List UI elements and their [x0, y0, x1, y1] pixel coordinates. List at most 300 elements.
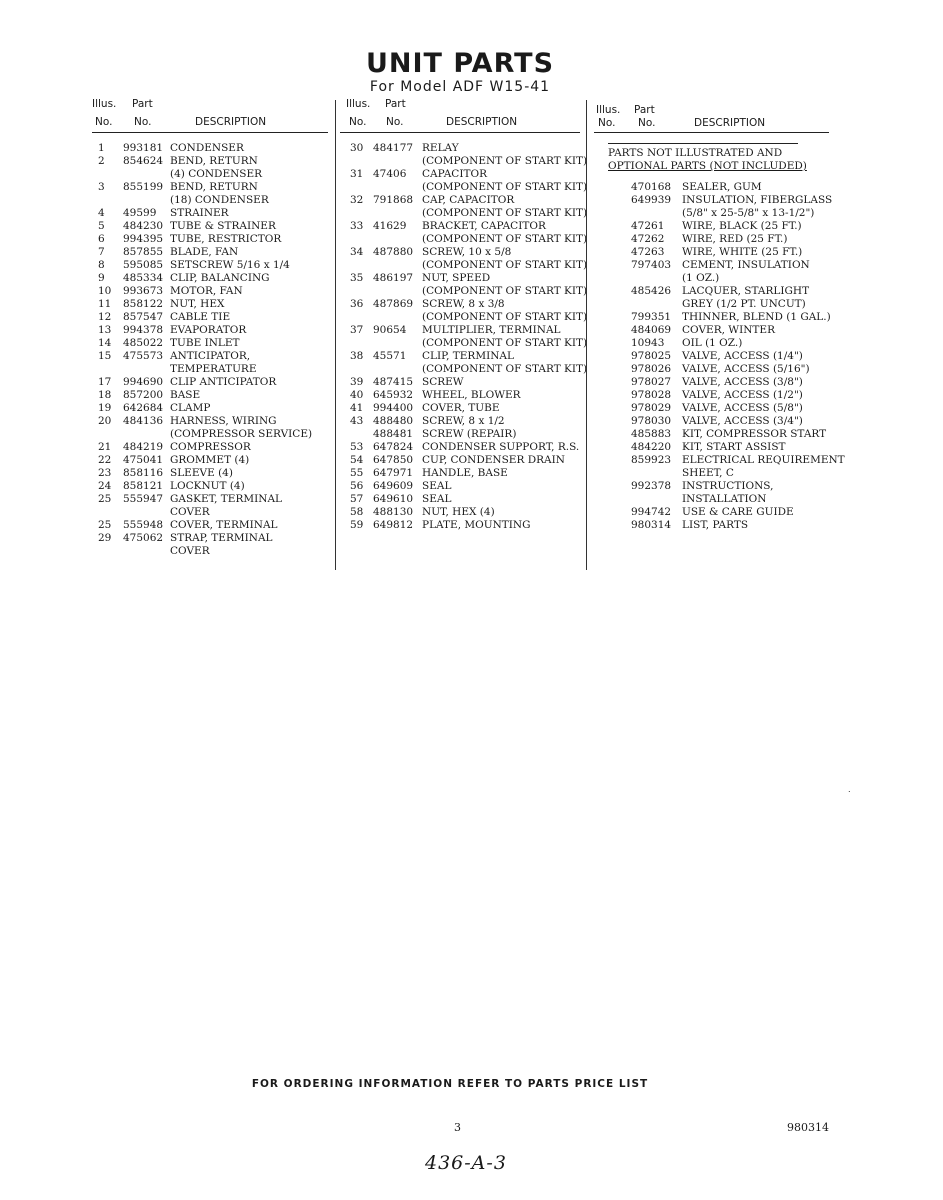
part-number: 475062: [123, 532, 164, 544]
description: GASKET, TERMINAL: [170, 493, 283, 505]
part-number: 993181: [123, 142, 164, 154]
table-row: [92, 402, 328, 415]
illus-number: 22: [98, 454, 112, 466]
table-row: [594, 272, 829, 285]
column-divider: [586, 100, 587, 570]
description: MULTIPLIER, TERMINAL: [422, 324, 561, 336]
description: (COMPONENT OF START KIT): [422, 363, 588, 375]
table-row: [92, 246, 328, 259]
table-row: [340, 441, 580, 454]
illus-number: 6: [98, 233, 105, 245]
description: CEMENT, INSULATION: [682, 259, 810, 271]
illus-number: 1: [98, 142, 105, 154]
illus-number: 34: [350, 246, 364, 258]
part-number: 857855: [123, 246, 164, 258]
description: MOTOR, FAN: [170, 285, 243, 297]
description: STRAINER: [170, 207, 229, 219]
description: SCREW, 8 x 1/2: [422, 415, 505, 427]
illus-number: 25: [98, 519, 112, 531]
description: WIRE, RED (25 FT.): [682, 233, 788, 245]
table-row: [340, 428, 580, 441]
illus-number: 24: [98, 480, 112, 492]
table-row: [340, 454, 580, 467]
part-number: 994690: [123, 376, 164, 388]
description: EVAPORATOR: [170, 324, 247, 336]
part-number: 980314: [631, 519, 672, 531]
description: (4) CONDENSER: [170, 168, 263, 180]
table-row: [594, 402, 829, 415]
table-row: [340, 272, 580, 285]
description: WIRE, WHITE (25 FT.): [682, 246, 803, 258]
description: (COMPONENT OF START KIT): [422, 207, 588, 219]
illus-number: 54: [350, 454, 364, 466]
description: USE & CARE GUIDE: [682, 506, 794, 518]
part-number: 994378: [123, 324, 164, 336]
table-row: [594, 454, 845, 467]
illus-number: 13: [98, 324, 112, 336]
part-number: 475573: [123, 350, 164, 362]
part-number: 642684: [123, 402, 164, 414]
description: KIT, START ASSIST: [682, 441, 786, 453]
table-row: [92, 441, 328, 454]
table-row: [340, 389, 580, 402]
table-row: [594, 441, 829, 454]
table-row: [92, 168, 328, 181]
part-number: 486197: [373, 272, 414, 284]
part-number: 978027: [631, 376, 672, 388]
description: SETSCREW 5/16 x 1/4: [170, 259, 290, 271]
description: CUP, CONDENSER DRAIN: [422, 454, 565, 466]
description: SHEET, C: [682, 467, 734, 479]
table-row: [92, 532, 328, 545]
part-number: 488480: [373, 415, 414, 427]
header-description: DESCRIPTION: [195, 116, 267, 128]
description: (COMPONENT OF START KIT): [422, 233, 588, 245]
part-number: 484219: [123, 441, 164, 453]
part-number: 858116: [123, 467, 164, 479]
table-row: [92, 311, 328, 324]
illus-number: 59: [350, 519, 364, 531]
table-row: [340, 480, 580, 493]
table-row: [340, 415, 580, 428]
description: (COMPONENT OF START KIT): [422, 155, 588, 167]
part-number: 484230: [123, 220, 164, 232]
illus-number: 58: [350, 506, 364, 518]
part-number: 854624: [123, 155, 164, 167]
table-row: [594, 233, 829, 246]
table-row: [594, 428, 829, 441]
table-row: [594, 246, 829, 259]
table-row: [340, 142, 580, 155]
table-row: [594, 181, 829, 194]
column-divider: [335, 100, 336, 570]
table-row: [340, 402, 580, 415]
description: GREY (1/2 PT. UNCUT): [682, 298, 806, 310]
table-row: [92, 480, 328, 493]
part-number: 487880: [373, 246, 414, 258]
part-number: 978030: [631, 415, 672, 427]
table-row: [340, 467, 580, 480]
table-row: [340, 207, 588, 220]
part-number: 799351: [631, 311, 672, 323]
part-number: 485334: [123, 272, 164, 284]
header-description: DESCRIPTION: [446, 116, 518, 128]
illus-number: 2: [98, 155, 105, 167]
description: (COMPONENT OF START KIT): [422, 259, 588, 271]
illus-number: 15: [98, 350, 112, 362]
part-number: 487415: [373, 376, 414, 388]
table-row: [340, 376, 580, 389]
illus-number: 32: [350, 194, 364, 206]
illus-number: 31: [350, 168, 364, 180]
part-number: 47262: [631, 233, 665, 245]
illus-number: 10: [98, 285, 112, 297]
column-header: [92, 98, 328, 133]
table-row: [594, 376, 829, 389]
part-number: 488481: [373, 428, 414, 440]
description: VALVE, ACCESS (3/8"): [682, 376, 803, 388]
description: COMPRESSOR: [170, 441, 251, 453]
description: COVER: [170, 506, 210, 518]
illus-number: 29: [98, 532, 112, 544]
part-number: 978026: [631, 363, 672, 375]
parts-list: [92, 142, 328, 558]
part-number: 858121: [123, 480, 164, 492]
table-row: [92, 298, 328, 311]
description: CAP, CAPACITOR: [422, 194, 515, 206]
header-part: Part: [385, 98, 406, 110]
optional-parts-list: [594, 181, 845, 532]
part-number: 855199: [123, 181, 164, 193]
header-part: Part: [132, 98, 153, 110]
part-number: 595085: [123, 259, 164, 271]
illus-number: 40: [350, 389, 364, 401]
table-row: [594, 350, 829, 363]
table-row: [594, 194, 833, 207]
table-row: [92, 272, 328, 285]
description: CABLE TIE: [170, 311, 231, 323]
description: COVER, TERMINAL: [170, 519, 278, 531]
note-line-2: OPTIONAL PARTS (NOT INCLUDED): [608, 160, 807, 172]
page-number: 3: [454, 1121, 461, 1134]
part-number: 649609: [373, 480, 414, 492]
description: WHEEL, BLOWER: [422, 389, 521, 401]
header-no: No.: [598, 117, 616, 129]
description: (COMPONENT OF START KIT): [422, 311, 588, 323]
illus-number: 14: [98, 337, 112, 349]
part-number: 859923: [631, 454, 672, 466]
table-row: [594, 519, 829, 532]
table-row: [92, 428, 328, 441]
description: PLATE, MOUNTING: [422, 519, 531, 531]
part-number: 791868: [373, 194, 414, 206]
description: NUT, HEX: [170, 298, 225, 310]
description: SCREW, 8 x 3/8: [422, 298, 505, 310]
parts-column-2: [340, 98, 588, 532]
table-row: [340, 194, 580, 207]
part-number: 647971: [373, 467, 414, 479]
description: BEND, RETURN: [170, 181, 258, 193]
description: LIST, PARTS: [682, 519, 749, 531]
table-row: [92, 363, 328, 376]
table-row: [92, 207, 328, 220]
part-number: 978025: [631, 350, 672, 362]
table-row: [92, 220, 328, 233]
description: VALVE, ACCESS (5/8"): [682, 402, 803, 414]
table-row: [92, 155, 328, 168]
table-row: [92, 376, 328, 389]
part-number: 649939: [631, 194, 672, 206]
table-row: [92, 259, 328, 272]
parts-column-3: [594, 98, 845, 532]
table-row: [340, 168, 580, 181]
description: (18) CONDENSER: [170, 194, 269, 206]
description: LOCKNUT (4): [170, 480, 245, 492]
part-number: 555948: [123, 519, 164, 531]
description: STRAP, TERMINAL: [170, 532, 273, 544]
description: BASE: [170, 389, 201, 401]
description: CONDENSER: [170, 142, 244, 154]
parts-column-1: [92, 98, 328, 558]
table-row: [594, 415, 829, 428]
description: SCREW (REPAIR): [422, 428, 517, 440]
table-row: [340, 181, 588, 194]
description: TUBE, RESTRICTOR: [170, 233, 282, 245]
description: SCREW, 10 x 5/8: [422, 246, 512, 258]
part-number: 555947: [123, 493, 164, 505]
description: HANDLE, BASE: [422, 467, 508, 479]
document-number: 980314: [787, 1121, 829, 1134]
illus-number: 17: [98, 376, 112, 388]
table-row: [340, 246, 580, 259]
table-row: [92, 285, 328, 298]
part-number: 649610: [373, 493, 414, 505]
table-row: [92, 389, 328, 402]
part-number: 488130: [373, 506, 414, 518]
table-row: [340, 363, 588, 376]
table-row: [340, 298, 580, 311]
part-number: 45571: [373, 350, 407, 362]
part-number: 857547: [123, 311, 164, 323]
illus-number: 36: [350, 298, 364, 310]
description: INSTALLATION: [682, 493, 767, 505]
page-title: UNIT PARTS: [365, 48, 555, 79]
table-row: [92, 337, 328, 350]
description: VALVE, ACCESS (1/2"): [682, 389, 803, 401]
table-row: [594, 506, 829, 519]
table-row: [340, 519, 580, 532]
description: VALVE, ACCESS (1/4"): [682, 350, 803, 362]
description: COVER, TUBE: [422, 402, 500, 414]
illus-number: 9: [98, 272, 105, 284]
header-illus: Illus.: [346, 98, 371, 110]
table-row: [594, 467, 829, 480]
parts-list: [340, 142, 588, 532]
part-number: 90654: [373, 324, 407, 336]
illus-number: 38: [350, 350, 364, 362]
illus-number: 39: [350, 376, 364, 388]
description: (1 OZ.): [682, 272, 720, 284]
table-row: [92, 493, 328, 506]
illus-number: 43: [350, 415, 364, 427]
table-row: [340, 220, 580, 233]
table-row: [340, 259, 588, 272]
description: TEMPERATURE: [170, 363, 257, 375]
table-row: [594, 363, 829, 376]
header-illus: Illus.: [92, 98, 117, 110]
illus-number: 8: [98, 259, 105, 271]
part-number: 485883: [631, 428, 672, 440]
header-description: DESCRIPTION: [694, 117, 766, 129]
column-header: [594, 104, 829, 133]
illus-number: 57: [350, 493, 364, 505]
table-row: [92, 519, 328, 532]
description: VALVE, ACCESS (5/16"): [682, 363, 810, 375]
note-line-1: PARTS NOT ILLUSTRATED AND: [608, 147, 783, 159]
illus-number: 7: [98, 246, 105, 258]
part-number: 978029: [631, 402, 672, 414]
description: BLADE, FAN: [170, 246, 239, 258]
part-number: 475041: [123, 454, 164, 466]
description: LACQUER, STARLIGHT: [682, 285, 810, 297]
description: (COMPONENT OF START KIT): [422, 285, 588, 297]
part-number: 484136: [123, 415, 164, 427]
table-row: [92, 181, 328, 194]
description: SEALER, GUM: [682, 181, 762, 193]
description: WIRE, BLACK (25 FT.): [682, 220, 802, 232]
description: RELAY: [422, 142, 459, 154]
part-number: 47261: [631, 220, 665, 232]
illus-number: 35: [350, 272, 364, 284]
part-number: 484177: [373, 142, 414, 154]
table-row: [594, 298, 829, 311]
description: CLIP, BALANCING: [170, 272, 270, 284]
part-number: 645932: [373, 389, 414, 401]
header-no: No.: [349, 116, 367, 128]
table-row: [340, 311, 588, 324]
description: (COMPONENT OF START KIT): [422, 337, 588, 349]
part-number: 47406: [373, 168, 407, 180]
illus-number: 33: [350, 220, 364, 232]
part-number: 484069: [631, 324, 672, 336]
table-row: [92, 324, 328, 337]
part-number: 994400: [373, 402, 414, 414]
table-row: [340, 337, 588, 350]
header-part: Part: [634, 104, 655, 116]
description: NUT, SPEED: [422, 272, 491, 284]
table-row: [594, 285, 829, 298]
part-number: 993673: [123, 285, 164, 297]
part-number: 858122: [123, 298, 164, 310]
illus-number: 25: [98, 493, 112, 505]
illus-number: 55: [350, 467, 364, 479]
part-number: 797403: [631, 259, 672, 271]
optional-parts-heading: [608, 143, 807, 173]
description: INSTRUCTIONS,: [682, 480, 774, 492]
illus-number: 5: [98, 220, 105, 232]
part-number: 647824: [373, 441, 414, 453]
part-number: 10943: [631, 337, 665, 349]
table-row: [92, 350, 328, 363]
header-no: No.: [638, 117, 656, 129]
illus-number: 21: [98, 441, 112, 453]
description: SLEEVE (4): [170, 467, 233, 479]
description: CAPACITOR: [422, 168, 487, 180]
description: OIL (1 OZ.): [682, 337, 743, 349]
table-row: [340, 233, 588, 246]
illus-number: 53: [350, 441, 364, 453]
table-row: [92, 142, 328, 155]
table-row: [594, 480, 829, 493]
ordering-footer: FOR ORDERING INFORMATION REFER TO PARTS PRICE LIST: [251, 1078, 649, 1090]
illus-number: 20: [98, 415, 112, 427]
illus-number: 56: [350, 480, 364, 492]
description: (COMPONENT OF START KIT): [422, 181, 588, 193]
description: THINNER, BLEND (1 GAL.): [682, 311, 831, 323]
description: TUBE & STRAINER: [170, 220, 276, 232]
description: INSULATION, FIBERGLASS: [682, 194, 833, 206]
description: (5/8" x 25-5/8" x 13-1/2"): [682, 207, 815, 219]
illus-number: 3: [98, 181, 105, 193]
illus-number: 18: [98, 389, 112, 401]
part-number: 49599: [123, 207, 157, 219]
model-subtitle: For Model ADF W15-41: [369, 79, 551, 95]
part-number: 978028: [631, 389, 672, 401]
table-row: [340, 285, 588, 298]
table-row: [92, 454, 328, 467]
part-number: 649812: [373, 519, 414, 531]
part-number: 487869: [373, 298, 414, 310]
scan-dot: .: [848, 785, 851, 794]
part-number: 470168: [631, 181, 672, 193]
part-number: 992378: [631, 480, 672, 492]
table-row: [340, 155, 588, 168]
part-number: 485426: [631, 285, 672, 297]
description: SEAL: [422, 493, 452, 505]
description: ANTICIPATOR,: [170, 350, 251, 362]
illus-number: 37: [350, 324, 364, 336]
description: CLIP, TERMINAL: [422, 350, 514, 362]
illus-number: 30: [350, 142, 364, 154]
table-row: [92, 467, 328, 480]
table-row: [594, 259, 829, 272]
table-row: [92, 233, 328, 246]
part-number: 485022: [123, 337, 164, 349]
illus-number: 11: [98, 298, 112, 310]
table-row: [594, 207, 829, 220]
table-row: [594, 493, 829, 506]
part-number: 484220: [631, 441, 672, 453]
description: KIT, COMPRESSOR START: [682, 428, 827, 440]
part-number: 41629: [373, 220, 407, 232]
part-number: 647850: [373, 454, 414, 466]
description: TUBE INLET: [170, 337, 240, 349]
description: SEAL: [422, 480, 452, 492]
table-row: [594, 389, 829, 402]
part-number: 994742: [631, 506, 672, 518]
table-row: [340, 350, 580, 363]
table-row: [92, 415, 328, 428]
description: COVER: [170, 545, 210, 557]
description: VALVE, ACCESS (3/4"): [682, 415, 803, 427]
illus-number: 4: [98, 207, 105, 219]
description: GROMMET (4): [170, 454, 250, 466]
table-row: [92, 194, 328, 207]
description: CONDENSER SUPPORT, R.S.: [422, 441, 580, 453]
description: COVER, WINTER: [682, 324, 775, 336]
illus-number: 41: [350, 402, 364, 414]
part-number: 857200: [123, 389, 164, 401]
